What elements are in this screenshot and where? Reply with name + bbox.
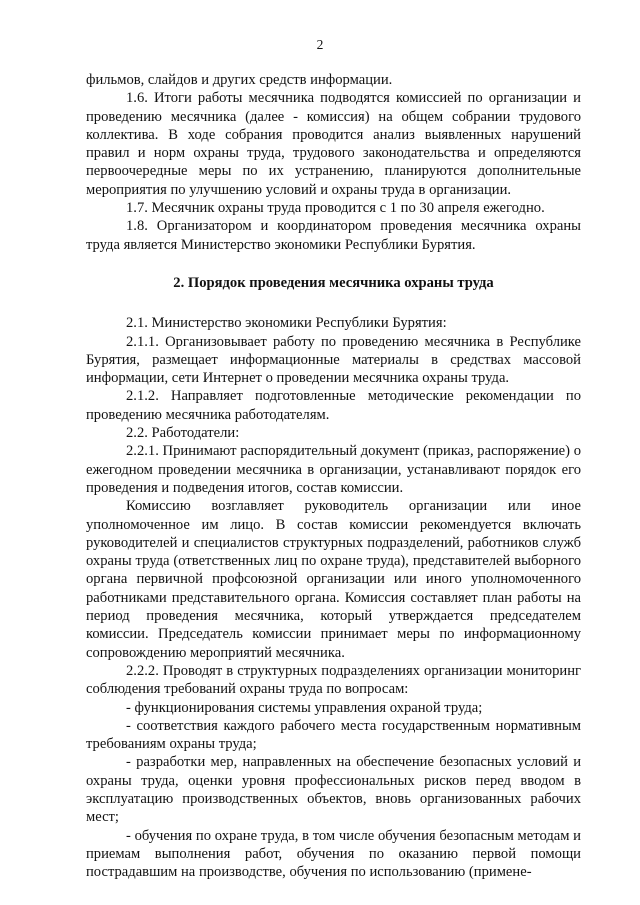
section-1-continued xyxy=(86,71,581,254)
paragraph: 2.1.1. Организовывает работу по проведению месячника в Республике Бурятия, размещает информационные материалы в средствах массовой информации, сети Интернет о проведении месячника охраны труда. xyxy=(86,333,581,387)
paragraph: - функционирования системы управления охраной труда; xyxy=(126,699,483,716)
paragraph: - обучения по охране труда, в том числе обучения безопасным методам и приемам выполнения работ, обучения по оказанию первой помощи пострадавшим на производстве, обучения по использованию (примене- xyxy=(86,827,581,881)
paragraph: 2.1. Министерство экономики Республики Бурятия: xyxy=(126,315,447,332)
paragraph: 1.6. Итоги работы месячника подводятся комиссией по организации и проведению месячника (далее - комиссия) на общем собрании трудового коллектива. В ходе собрания проводится анализ выявленных нарушений правил и норм охраны труда, трудового законодательства и определяются первоочередные меры по их устранению, планируются дополнительные мероприятия по улучшению условий и охраны труда в организации. xyxy=(86,90,581,198)
paragraph: 2.2.1. Принимают распорядительный документ (приказ, распоряжение) о ежегодном проведении месячника в организации, устанавливают порядок его проведения и подведения итогов, состав комиссии. xyxy=(86,443,581,496)
section-heading: 2. Порядок проведения месячника охраны труда xyxy=(173,274,494,291)
paragraph: - соответствия каждого рабочего места государственным нормативным требованиям охраны труда; xyxy=(86,717,581,753)
paragraph: 2.2. Работодатели: xyxy=(126,425,240,442)
paragraph: 1.8. Организатором и координатором проведения месячника охраны труда является Министерство экономики Республики Бурятия. xyxy=(86,218,581,253)
paragraph: 1.7. Месячник охраны труда проводится с 1 по 30 апреля ежегодно. xyxy=(126,200,545,217)
paragraph: - разработки мер, направленных на обеспечение безопасных условий и охраны труда, оценки уровня профессиональных рисков перед вводом в эксплуатацию производственных объектов, вновь организованных рабочих мест; xyxy=(86,754,581,826)
paragraph: фильмов, слайдов и других средств информации. xyxy=(86,72,393,88)
paragraph: 2.2.2. Проводят в структурных подразделениях организации мониторинг соблюдения требований охраны труда по вопросам: xyxy=(86,662,581,698)
section-2-body xyxy=(86,314,581,881)
page-number: 2 xyxy=(316,37,324,52)
paragraph: Комиссию возглавляет руководитель организации или иное уполномоченное им лицо. В состав комиссии рекомендуется включать руководителей и специалистов структурных подразделений, работников служб охраны труда (ответственных лиц по охране труда), представителей выборного органа первичной профсоюзной организации или иного уполномоченного работниками представительного органа. Комиссия составляет план работы на период проведения месячника, который утверждается председателем комиссии. Председатель комиссии принимает меры по информационному сопровождению мероприятий месячника. xyxy=(86,498,581,661)
document-body xyxy=(86,71,581,881)
paragraph: 2.1.2. Направляет подготовленные методические рекомендации по проведению месячника работодателям. xyxy=(86,388,581,423)
